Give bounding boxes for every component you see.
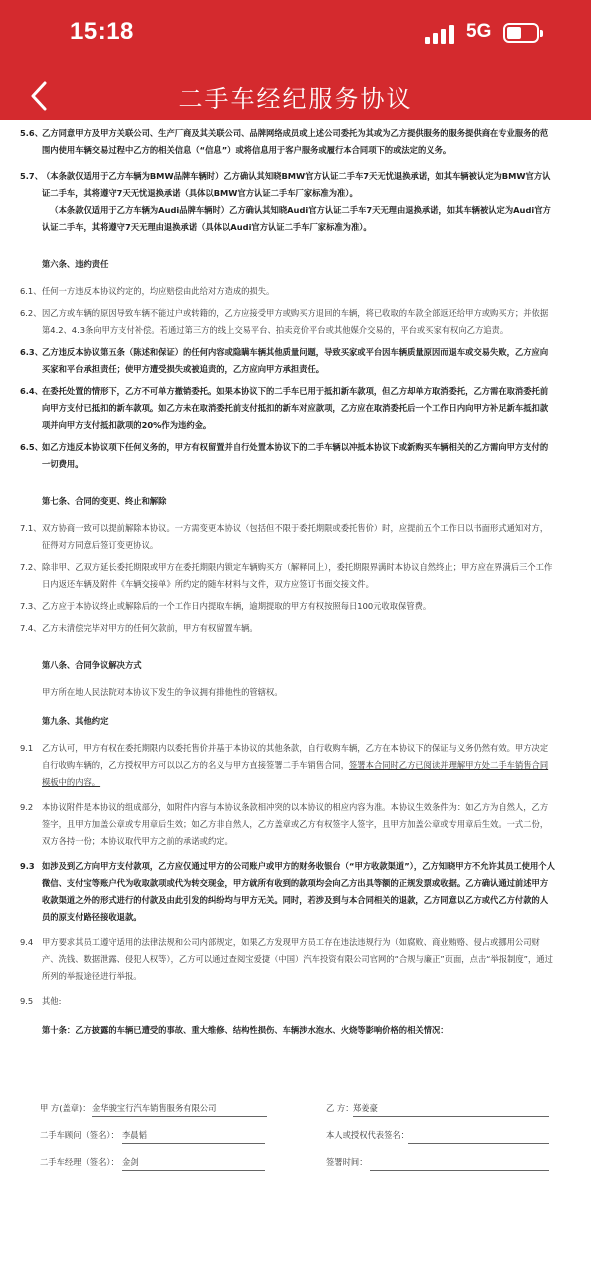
consultant-label: 二手车顾问（签名）： <box>40 1130 119 1140</box>
signature-row-2 <box>40 1129 555 1145</box>
section-8-heading: 第八条、合同争议解决方式 <box>42 660 142 670</box>
battery-icon <box>503 23 539 43</box>
clause-9-3: 9.3 如涉及到乙方向甲方支付款项，乙方应仅通过甲方的公司账户或甲方的财务收银台（“甲方收款渠道”），乙方知晓甲方不允许其员工使用个人微信、支付宝等账户代为收取款项或代为转交现金，甲方就所有收到的款项均会向乙方出具等额的正规发票或收据。乙方确认通过前述甲方收款渠道之外的形式进行的付款及由此引发的纠纷均与甲方无关。同时，若涉及到与本合同相关的退款，乙方同意以乙方或代乙方付款的人员的原支付路径接收退款。 <box>20 861 555 922</box>
manager-value: 金剑 <box>122 1156 265 1171</box>
clause-5-6: 5.6、 乙方同意甲方及甲方关联公司、生产厂商及其关联公司、品牌网络成员或上述公司委托为其或为乙方提供服务的服务提供商在专业服务的范围内使用车辆交易过程中乙方的相关信息（“信息”）或将信息用于客户服务或履行本合同项下的或法定的义务。 <box>20 128 549 155</box>
clause-6-3: 6.3、 乙方违反本协议第五条（陈述和保证）的任何内容或隐瞒车辆其他质量问题，导致买家或平台因车辆质量原因而退车或交易失败，乙方应向买家和平台承担责任；使甲方遭受损失或被追责的，乙方应向甲方承担责任。 <box>20 347 549 374</box>
section-7-heading: 第七条、合同的变更、终止和解除 <box>42 496 167 506</box>
party-b-label: 乙 方： <box>326 1103 354 1113</box>
section-6-heading: 第六条、违约责任 <box>42 259 109 269</box>
consultant-value: 李晨韬 <box>122 1129 265 1144</box>
clause-9-4: 9.4 甲方要求其员工遵守适用的法律法规和公司内部规定，如果乙方发现甲方员工存在违法违规行为（如腐败、商业贿赂、侵占或挪用公司财产、洗钱、数据泄露、侵犯人权等），乙方可以通过查阅宝爱捷（中国）汽车投资有限公司官网的“合规与廉正”页面，点击“举报制度”，通过所列的举报途径进行举报。 <box>20 937 553 981</box>
clause-5-7: 5.7、 （本条款仅适用于乙方车辆为BMW品牌车辆时）乙方确认其知晓BMW官方认证二手车7天无忧退换承诺，如其车辆被认定为BMW官方认证二手车，其将遵守7天无忧退换承诺（具体以BMW官方认证二手车厂家标准为准）。 （本条款仅适用于乙方车辆为Audi品牌车辆时）乙方确认其知晓Audi官方认证二手车7天无理由退换承诺，如其车辆被认定为Audi官方认证二手车，其将遵守7天无理由退换承诺（具体以Audi官方认证二手车厂家标准为准）。 <box>20 171 551 232</box>
status-bar <box>0 0 591 72</box>
nav-bar <box>0 72 591 120</box>
section-8-text: 甲方所在地人民法院对本协议下发生的争议拥有排他性的管辖权。 <box>42 687 283 697</box>
clause-6-1: 6.1、 任何一方违反本协议约定的，均应赔偿由此给对方造成的损失。 <box>20 286 275 296</box>
clause-7-4: 7.4、 乙方未清偿完毕对甲方的任何欠款前，甲方有权留置车辆。 <box>20 623 258 633</box>
page-title: 二手车经纪服务协议 <box>178 85 413 113</box>
clause-7-3: 7.3、 乙方应于本协议终止或解除后的一个工作日内提取车辆，逾期提取的甲方有权按照每日100元收取保管费。 <box>20 601 432 611</box>
clause-6-2: 6.2、 因乙方或车辆的原因导致车辆不能过户或转籍的，乙方应接受甲方或购买方退回的车辆，将已收取的车款全部返还给甲方或购买方；并依据第4.2、4.3条向甲方支付补偿。若通过第三方的线上交易平台、拍卖竞价平台或其他媒介交易的，平台或买家有权向乙方追责。 <box>20 308 549 335</box>
clause-9-2: 9.2 本协议附件是本协议的组成部分，如附件内容与本协议条款相冲突的以本协议的相应内容为准。本协议生效条件为：如乙方为自然人，乙方签字，且甲方加盖公章或专用章后生效；如乙方非自然人，乙方盖章或乙方有权签字人签字，且甲方加盖公章或专用章后生效。一式二份，双方各持一份；本协议取代甲方之前的承诺或约定。 <box>20 802 549 846</box>
clause-7-1: 7.1、 双方协商一致可以提前解除本协议。一方需变更本协议（包括但不限于委托期限或委托售价）时，应提前五个工作日以书面形式通知对方，征得对方同意后签订变更协议。 <box>20 523 549 550</box>
network-type: 5G <box>466 21 492 42</box>
clause-7-2: 7.2、 除非甲、乙双方延长委托期限或甲方在委托期限内锁定车辆购买方（解释同上），委托期限界满时本协议自然终止；甲方应在界满后三个工作日内返还车辆及附件《车辆交接单》所约定的随车材料与文件，双方应签订书面交接文件。 <box>20 562 553 589</box>
rep-label: 本人或授权代表签名： <box>326 1130 409 1140</box>
date-label: 签署时间： <box>326 1157 368 1167</box>
clause-9-1: 9.1 乙方认可，甲方有权在委托期限内以委托售价并基于本协议的其他条款，自行收购车辆，乙方在本协议下的保证与义务仍然有效。甲方决定自行收购车辆的，乙方授权甲方可以以乙方的名义与甲方直接签署二手车销售合同，签署本合同时乙方已阅读并理解甲方处二手车销售合同模板中的内容。 <box>20 743 549 787</box>
clause-6-4: 6.4、 在委托处置的情形下，乙方不可单方撤销委托。如果本协议下的二手车已用于抵扣新车款项，但乙方却单方取消委托，乙方需在取消委托前向甲方支付已抵扣的新车款项。如乙方未在取消委托前支付抵扣的新车对应款项，乙方应在取消委托后一个工作日内向甲方补足新车抵扣款项并向甲方支付抵扣款项的20%作为违约金。 <box>20 386 549 430</box>
party-a-label: 甲 方(盖章)： <box>40 1103 91 1113</box>
signature-row-1 <box>40 1102 555 1118</box>
signature-row-3 <box>40 1156 555 1172</box>
agreement-document <box>20 125 555 1049</box>
signal-icon <box>425 24 459 44</box>
section-10-text: 第十条：乙方披露的车辆已遭受的事故、重大维修、结构性损伤、车辆涉水泡水、火烧等影响价格的相关情况： <box>42 1025 449 1035</box>
status-time: 15:18 <box>70 18 134 45</box>
manager-label: 二手车经理（签名）： <box>40 1157 119 1167</box>
clause-9-5: 9.5 其他: <box>20 996 62 1006</box>
rep-signature-field[interactable] <box>408 1129 549 1144</box>
date-field[interactable] <box>370 1156 549 1171</box>
party-a-value: 金华骏宝行汽车销售服务有限公司 <box>92 1102 267 1117</box>
section-9-heading: 第九条、其他约定 <box>42 716 109 726</box>
party-b-value: 郑姜豪 <box>353 1102 549 1117</box>
clause-6-5: 6.5、 如乙方违反本协议项下任何义务的，甲方有权留置并自行处置本协议下的二手车辆以冲抵本协议下或新购买车辆相关的乙方需向甲方支付的一切费用。 <box>20 442 549 469</box>
